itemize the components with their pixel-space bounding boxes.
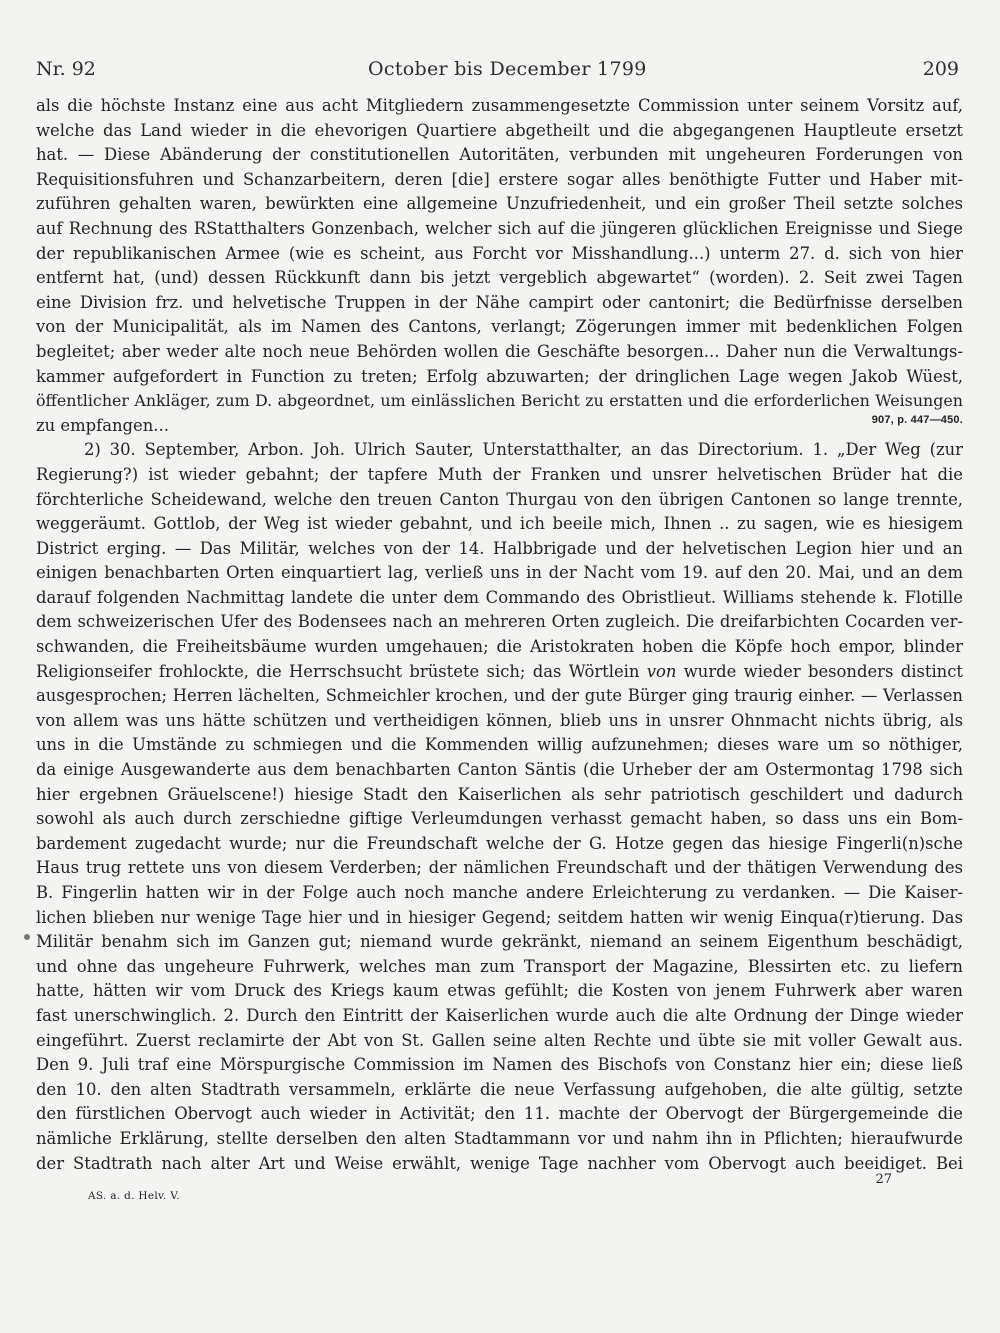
text-line: Haus trug rettete uns von diesem Verderben; der nämlichen Freundschaft und der thätigen Verwendung des [36,858,963,878]
text-line: den fürstlichen Obervogt auch wieder in Activität; den 11. machte der Obervogt der Bürgergemeinde die [36,1104,963,1124]
text-line: entfernt hat, (und) dessen Rückkunft dann bis jetzt vergeblich abgewartet“ (worden). 2. Seit zwei Tagen [36,268,963,288]
text-line: schwanden, die Freiheitsbäume wurden umgehauen; die Aristokraten hoben die Köpfe hoch empor, blinder [36,637,963,657]
text-line: öffentlicher Ankläger, zum D. abgeordnet, um einlässlichen Bericht zu erstatten und die erforderlichen Weisungen [36,391,963,411]
text-line: und ohne das ungeheure Fuhrwerk, welches man zum Transport der Magazine, Blessirten etc. zu liefern [36,956,963,976]
running-title: October bis December 1799 [368,58,647,80]
text-line: welche das Land wieder in die ehevorigen Quartiere abgetheilt und die abgegangenen Hauptleute ersetzt [36,120,963,140]
paragraph-2 [36,463,963,1176]
citation-reference: 907, p. 447—450. [871,413,963,426]
text-line: eine Division frz. und helvetische Truppen in der Nähe campirt oder cantonirt; die Bedürfnisse derselben [36,292,963,312]
text-line: zuführen gehalten waren, bewürkten eine allgemeine Unzufriedenheit, und ein großer Theil setzte solches [36,194,963,214]
text-line: bardement zugedacht wurde; nur die Freundschaft welche der G. Hotze gegen das hiesige Fingerli(n)sche [36,833,963,853]
text-line: von der Municipalität, als im Namen des Cantons, verlangt; Zögerungen immer mit bedenklichen Folgen [36,317,963,337]
text-line: sowohl als auch durch zerschiedne giftige Verleumdungen verhasst gemacht haben, so dass uns ein Bom- [36,809,963,829]
text-line: ausgesprochen; Herren lächelten, Schmeichler krochen, und der gute Bürger ging traurig einher. — Verlassen [36,686,963,706]
text-line: Religionseifer frohlockte, die Herrschsucht brüstete sich; das Wörtlein von wurde wieder besonders distinct [36,661,964,681]
signature-number: 27 [875,1172,892,1187]
text-line: uns in die Umstände zu schmiegen und die Kommenden willig aufzunehmen; dieses ware um so nöthiger, [36,735,963,755]
text-line: District erging. — Das Militär, welches von der 14. Halbbrigade und der helvetischen Legion hier und an [36,538,963,558]
text-line: Requisitionsfuhren und Schanzarbeitern, deren [die] erstere sogar alles benöthigte Futter und Haber mit- [36,169,963,189]
italic-word: von [646,661,677,681]
document-number: Nr. 92 [36,58,96,80]
text-line: eingeführt. Zuerst reclamirte der Abt von St. Gallen seine alten Rechte und übte sie mit voller Gewalt aus. [36,1030,963,1050]
text-line: einigen benachbarten Orten einquartiert lag, verließ uns in der Nacht vom 19. auf den 20. Mai, und an dem [36,563,963,583]
text-line: lichen blieben nur wenige Tage hier und in hiesiger Gegend; seitdem hatten wir wenig Einqua(r)tierung. Das [36,907,963,927]
text-line: da einige Ausgewanderte aus dem benachbarten Canton Säntis (die Urheber der am Ostermontag 1798 sich [36,760,963,780]
text-line: Den 9. Juli traf eine Mörspurgische Commission im Namen des Bischofs von Constanz hier ein; diese ließ [36,1055,963,1075]
text-line: begleitet; aber weder alte noch neue Behörden wollen die Geschäfte besorgen... Daher nun die Verwaltungs- [36,341,963,361]
paragraph-1-last-line [36,414,963,439]
text-line: kammer aufgefordert in Function zu treten; Erfolg abzuwarten; der dringlichen Lage wegen Jakob Wüest, [36,366,963,386]
text-line: darauf folgenden Nachmittag landete die unter dem Commando des Obristlieut. Williams stehende k. Flotille [36,587,963,607]
text-line: hier ergebnen Gräuelscene!) hiesige Stadt den Kaiserlichen als sehr patriotisch geschildert und dadurch [36,784,963,804]
text-line: den 10. den alten Stadtrath versammeln, erklärte die neue Verfassung aufgehoben, die alte gültig, setzte [36,1079,963,1099]
text-line: B. Fingerlin hatten wir in der Folge auch noch manche andere Erleichterung zu verdanken. — Die Kaiser- [36,883,963,902]
text-line: förchterliche Scheidewand, welche den treuen Canton Thurgau von den übrigen Cantonen so lange trennte, [36,489,963,509]
text-line: nämliche Erklärung, stellte derselben den alten Stadtammann vor und nahm ihn in Pflichten; hieraufwurde [36,1128,963,1148]
text-line: als die höchste Instanz eine aus acht Mitgliedern zusammengesetzte Commission unter seinem Vorsitz auf, [36,96,963,115]
text-line: auf Rechnung des RStatthalters Gonzenbach, welcher sich auf die jüngeren glücklichen Ereignisse und Siege [36,218,963,238]
margin-mark [24,934,30,940]
text-line: hatte, hätten wir vom Druck des Kriegs kaum etwas gefühlt; die Kosten von jenem Fuhrwerk aber waren [36,981,963,1001]
text-line: zu empfangen... [36,415,169,435]
text-line: von allem was uns hätte schützen und vertheidigen können, blieb uns in unsrer Ohnmacht nichts übrig, als [36,710,963,730]
footer-note: AS. a. d. Helv. V. [88,1190,180,1202]
text-line: dem schweizerischen Ufer des Bodensees nach an mehreren Orten zugleich. Die dreifarbichten Cocarden ver- [36,612,963,632]
text-line: Militär benahm sich im Ganzen gut; niemand wurde gekränkt, niemand an seinem Eigenthum beschädigt, [36,932,963,952]
text-line: der Stadtrath nach alter Art und Weise erwählt, wenige Tage nachher vom Obervogt auch beeidiget. Bei [36,1153,963,1173]
text-line: fast unerschwinglich. 2. Durch den Eintritt der Kaiserlichen wurde auch die alte Ordnung der Dinge wieder [36,1005,963,1025]
paragraph-2-first-line: 2) 30. September, Arbon. Joh. Ulrich Sauter, Unterstatthalter, an das Directorium. 1. „Der Weg (zur [84,440,963,460]
text-line: der republikanischen Armee (wie es scheint, aus Forcht vor Misshandlung...) unterm 27. d. sich von hier [36,243,963,263]
paragraph-1 [36,94,963,414]
text-line: weggeräumt. Gottlob, der Weg ist wieder gebahnt, und ich beeile mich, Ihnen .. zu sagen, wie es hiesigem [36,514,963,534]
body-text [36,94,963,1176]
page-number: 209 [922,58,959,80]
text-line: hat. — Diese Abänderung der constitutionellen Autoritäten, verbunden mit ungeheuren Forderungen von [36,145,963,165]
text-line: Regierung?) ist wieder gebahnt; der tapfere Muth der Franken und unsrer helvetischen Brüder hat die [36,464,963,484]
